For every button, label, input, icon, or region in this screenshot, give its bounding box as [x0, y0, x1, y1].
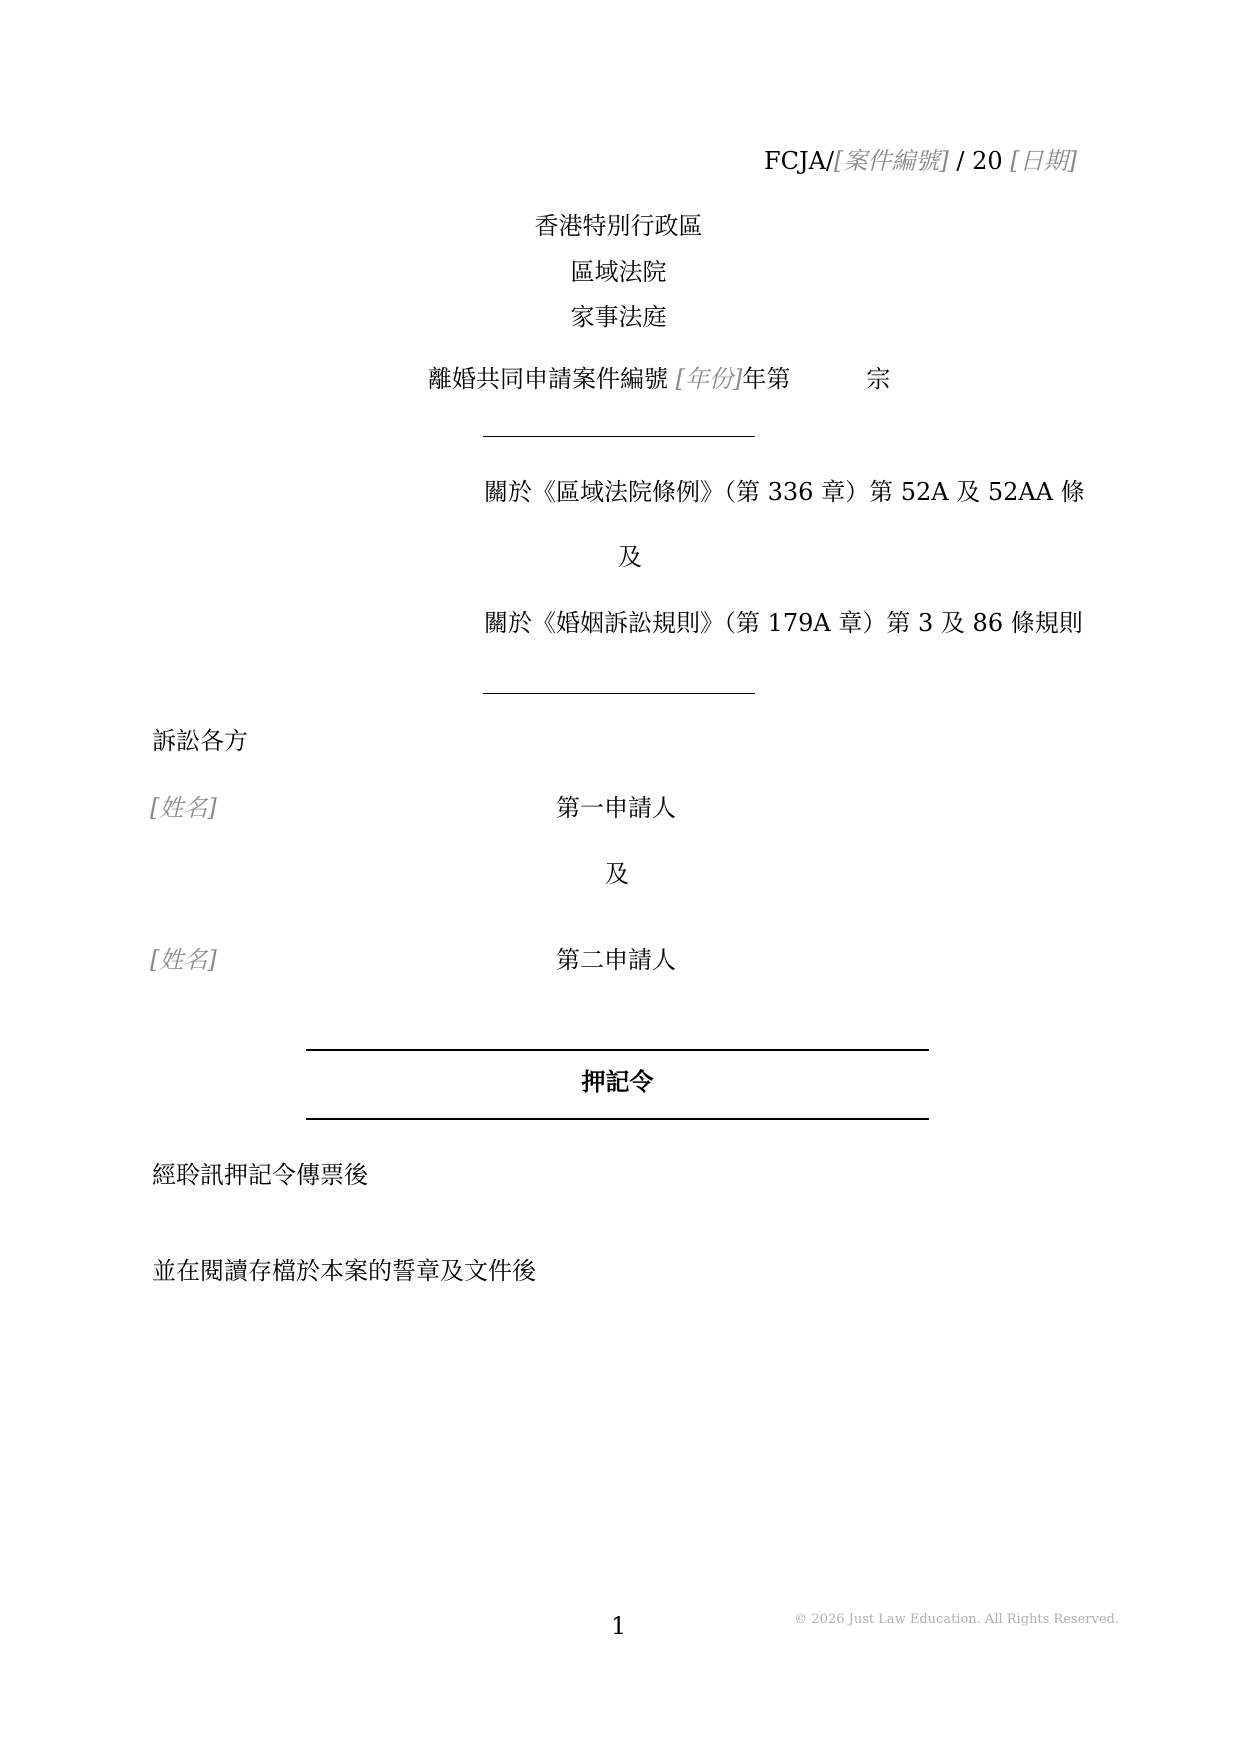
matter-ordinance: 關於《區域法院條例》（第 336 章）第 52A 及 52AA 條	[484, 478, 1085, 506]
parties-label: 訴訟各方	[152, 727, 248, 755]
second-applicant-role: 第二申請人	[556, 946, 676, 974]
matter-rules: 關於《婚姻訴訟規則》（第 179A 章）第 3 及 86 條規則	[484, 609, 1083, 637]
title-rule-top	[306, 1049, 929, 1051]
court-heading-line1: 香港特別行政區	[534, 212, 703, 240]
court-heading-line3: 家事法庭	[570, 303, 667, 331]
divider-short-bottom	[483, 693, 755, 694]
divider-short-top	[483, 436, 755, 437]
parties-and: 及	[605, 860, 629, 888]
first-applicant-role: 第一申請人	[556, 794, 676, 822]
second-applicant-name-placeholder[interactable]: [姓名]	[150, 946, 217, 974]
year-placeholder[interactable]: [年份]	[675, 365, 743, 393]
court-heading-line2: 區域法院	[570, 258, 667, 286]
matter-and: 及	[618, 543, 642, 571]
case-reference	[764, 145, 1077, 177]
case-ref-prefix: FCJA/	[763, 147, 835, 175]
case-number-line: 離婚共同申請案件編號 [年份]年第 宗	[428, 365, 891, 393]
date-placeholder[interactable]: [日期]	[1010, 147, 1077, 175]
order-title: 押記令	[581, 1067, 654, 1096]
first-applicant-name-placeholder[interactable]: [姓名]	[150, 794, 217, 822]
copyright-notice: © 2026 Just Law Education. All Rights Reserved.	[794, 1612, 1119, 1627]
case-ref-mid: / 20	[948, 147, 1011, 175]
body-paragraph-1: 經聆訊押記令傳票後	[152, 1161, 368, 1189]
body-paragraph-2: 並在閱讀存檔於本案的誓章及文件後	[152, 1257, 536, 1285]
title-rule-bottom	[306, 1118, 929, 1120]
case-number-placeholder[interactable]: [案件編號]	[834, 147, 949, 175]
page-number: 1	[611, 1612, 627, 1640]
